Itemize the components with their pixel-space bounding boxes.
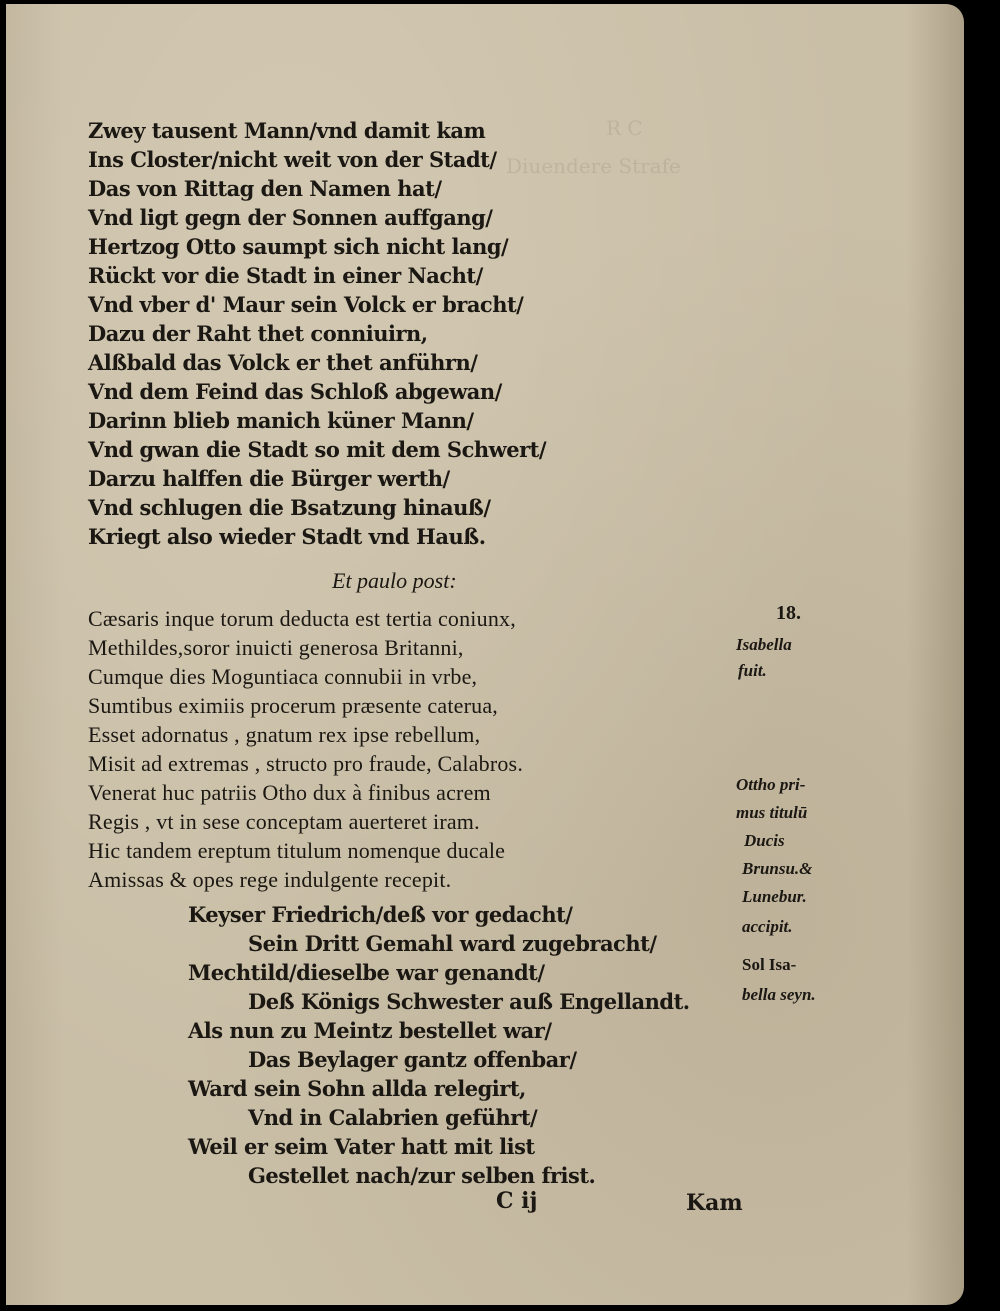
verse-line: Vnd gwan die Stadt so mit dem Schwert/ [88, 437, 547, 462]
verse-line: Sumtibus eximiis procerum præsente caterua, [88, 693, 499, 718]
verse-line: Esset adornatus , gnatum rex ipse rebellum, [88, 722, 481, 747]
margin-note-line: Ducis [744, 831, 785, 850]
verse-line: Rückt vor die Stadt in einer Nacht/ [88, 263, 483, 288]
verse-line: Gestellet nach/zur selben frist. [248, 1163, 596, 1188]
verse-line: Zwey tausent Mann/vnd damit kam [88, 118, 486, 143]
verse-line: Methildes,soror inuicti generosa Britanni, [88, 635, 464, 660]
margin-note-line: bella seyn. [742, 985, 816, 1004]
margin-note-line: mus titulū [736, 803, 808, 822]
verse-line: Ins Closter/nicht weit von der Stadt/ [88, 147, 497, 172]
margin-note-line: Lunebur. [742, 887, 807, 906]
verse-line: Regis , vt in sese conceptam auerteret iram. [88, 809, 480, 834]
verse-line: Ward sein Sohn allda relegirt, [188, 1076, 526, 1101]
show-through-text: R C [606, 116, 643, 140]
show-through-text: Diuendere Strafe [506, 154, 681, 178]
margin-note-line: Brunsu.& [742, 859, 813, 878]
margin-note-line: Ottho pri- [736, 775, 806, 794]
verse-line: Vnd dem Feind das Schloß abgewan/ [88, 379, 502, 404]
margin-number: 18. [776, 602, 801, 624]
verse-line: Vnd ligt gegn der Sonnen auffgang/ [88, 205, 493, 230]
verse-line: Keyser Friedrich/deß vor gedacht/ [188, 902, 573, 927]
verse-line: Dazu der Raht thet conniuirn, [88, 321, 428, 346]
catchword: Kam [686, 1190, 743, 1216]
verse-line: Misit ad extremas , structo pro fraude, Calabros. [88, 751, 524, 776]
verse-line: Deß Königs Schwester auß Engellandt. [248, 989, 690, 1014]
verse-line: Das von Rittag den Namen hat/ [88, 176, 442, 201]
verse-line: Darzu halffen die Bürger werth/ [88, 466, 450, 491]
section-heading: Et paulo post: [332, 568, 457, 593]
margin-note-line: fuit. [738, 661, 767, 680]
verse-line: Alßbald das Volck er thet anführn/ [88, 350, 478, 375]
verse-line: Kriegt also wieder Stadt vnd Hauß. [88, 524, 486, 549]
margin-note-line: accipit. [742, 917, 793, 936]
verse-line: Amissas & opes rege indulgente recepit. [88, 867, 452, 892]
verse-line: Cæsaris inque torum deducta est tertia coniunx, [88, 606, 516, 631]
verse-line: Vnd vber d' Maur sein Volck er bracht/ [88, 292, 524, 317]
verse-line: Darinn blieb manich küner Mann/ [88, 408, 474, 433]
verse-line: Hic tandem ereptum titulum nomenque ducale [88, 838, 506, 863]
verse-line: Vnd in Calabrien geführt/ [248, 1105, 538, 1130]
verse-line: Das Beylager gantz offenbar/ [248, 1047, 577, 1072]
verse-line: Hertzog Otto saumpt sich nicht lang/ [88, 234, 509, 259]
margin-note-line: Sol Isa- [742, 955, 797, 974]
book-page [6, 4, 964, 1305]
verse-line: Sein Dritt Gemahl ward zugebracht/ [248, 931, 657, 956]
verse-line: Vnd schlugen die Bsatzung hinauß/ [88, 495, 491, 520]
verse-line: Venerat huc patriis Otho dux à finibus acrem [88, 780, 491, 805]
signature-mark: C ij [496, 1188, 538, 1214]
margin-note-line: Isabella [736, 635, 792, 654]
verse-line: Als nun zu Meintz bestellet war/ [188, 1018, 552, 1043]
verse-line: Cumque dies Moguntiaca connubii in vrbe, [88, 664, 478, 689]
verse-line: Mechtild/dieselbe war genandt/ [188, 960, 545, 985]
verse-line: Weil er seim Vater hatt mit list [188, 1134, 535, 1159]
